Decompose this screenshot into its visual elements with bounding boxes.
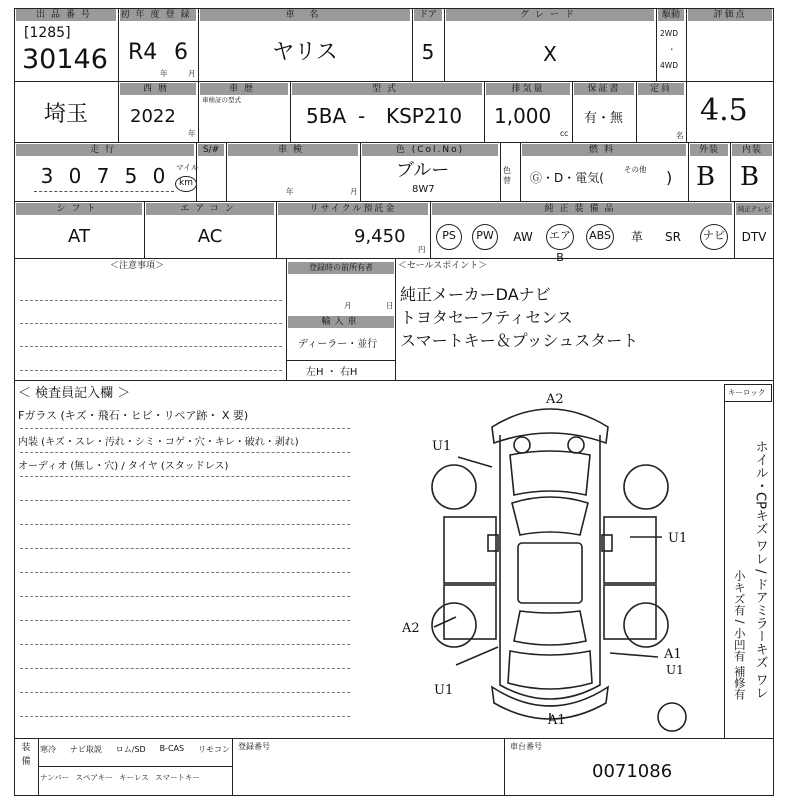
- fuel-other: その他: [624, 165, 647, 174]
- spec-header: 車歴: [200, 83, 288, 95]
- footer-item: スマートキー: [155, 773, 200, 782]
- import-label: 輸入車: [288, 316, 394, 328]
- lot-prefix: [1285]: [24, 25, 71, 41]
- exterior-header: 外装: [690, 144, 728, 156]
- wheel-rear-right: [624, 603, 668, 647]
- mark-left-bottom: U1: [434, 683, 454, 698]
- pointer: [434, 617, 456, 627]
- wheel-front-right: [624, 465, 668, 509]
- lot-header: 出品番号: [16, 9, 116, 21]
- car-name-header: 車 名: [200, 9, 410, 21]
- equip-sr: SR: [665, 230, 681, 244]
- footer-item: ロム/SD: [115, 745, 146, 754]
- equip-aw: AW: [513, 230, 533, 244]
- model-header: 型式: [292, 83, 482, 95]
- body-outline: [500, 435, 600, 699]
- sales-points: [400, 283, 638, 352]
- chassis-label: 車台番号: [510, 742, 542, 751]
- history-tsuki: 月: [344, 301, 352, 310]
- grade-header: グレード: [446, 9, 654, 21]
- inspection-nen: 年: [286, 187, 294, 196]
- warranty-value: 有・無: [584, 111, 624, 126]
- footer-item: B-CAS: [159, 744, 185, 753]
- hood: [510, 451, 590, 495]
- footer-item: ナンバー: [40, 773, 70, 782]
- equip-airbag: エアB: [546, 224, 574, 250]
- headlight-left: [514, 437, 530, 453]
- footer-side-label: 装備: [21, 743, 31, 767]
- first-reg-header: 初年度登録: [120, 10, 196, 20]
- door-rear-left: [444, 585, 496, 639]
- year-suffix: 年: [188, 129, 196, 138]
- inspector-title: ＜ 検査員記入欄 ＞: [18, 386, 131, 401]
- warranty-header: 保証書: [574, 83, 634, 95]
- displacement-unit: cc: [560, 129, 569, 138]
- mileage-digit: 0: [68, 164, 82, 188]
- windshield: [512, 497, 588, 535]
- footer-item: リモコン: [197, 745, 230, 754]
- footer-item: スペアキー: [75, 773, 113, 782]
- first-reg-month: 6: [174, 40, 188, 65]
- inspection-tsuki: 月: [350, 187, 358, 196]
- grade-value: X: [543, 42, 557, 66]
- mark-left-upper: U1: [432, 439, 452, 454]
- doors-value: 5: [421, 40, 435, 64]
- sales-label: ＜セールスポイント＞: [398, 261, 488, 271]
- spare-tire: [658, 703, 686, 731]
- recycle-header: リサイクル預託金: [278, 203, 428, 215]
- rating-value: 4.5: [700, 93, 748, 128]
- roof: [518, 543, 582, 603]
- color-name: ブルー: [396, 160, 450, 181]
- interior-header: 内装: [732, 144, 772, 156]
- ac-value: AC: [197, 226, 223, 247]
- inspector-line-audio: オーディオ (無し・穴) / タイヤ (スタッドレス): [18, 461, 229, 472]
- capacity-header: 定員: [638, 83, 684, 95]
- capacity-unit: 名: [676, 131, 684, 140]
- drive-4wd: 4WD: [660, 61, 678, 70]
- rear-window: [514, 611, 586, 645]
- sales-point: スマートキー＆プッシュスタート: [400, 331, 639, 350]
- equip-navi: ナビ: [700, 224, 728, 250]
- vertical-note-wheel: ホイル・CPキズ ワレ / ドアミラーキズ ワレ: [752, 440, 768, 699]
- footer-item: 寒冷: [40, 745, 56, 754]
- region-value: 埼玉: [43, 102, 88, 127]
- steering-side: 左H ・ 右H: [306, 367, 358, 378]
- model-code: KSP210: [386, 104, 463, 128]
- sales-point: トヨタセーフティセンス: [400, 308, 573, 327]
- model-dash: -: [358, 104, 366, 128]
- first-reg-nen: 年: [160, 69, 168, 78]
- model-prefix: 5BA: [306, 104, 347, 128]
- mileage-digit: 0: [152, 164, 166, 188]
- equip-leather: 革: [630, 230, 643, 244]
- inspector-line-interior: 内装 (キズ・スレ・汚れ・シミ・コゲ・穴・キレ・破れ・剥れ): [18, 437, 299, 448]
- caution-label: ＜注意事項＞: [110, 261, 165, 271]
- shift-value: AT: [68, 226, 90, 247]
- vertical-note-repair: 小キズ有 / 小凹有 補修有: [732, 570, 747, 700]
- displacement-value: 1,000: [494, 104, 552, 128]
- keylock-label: キーロック: [728, 388, 766, 397]
- wheel-front-left: [432, 465, 476, 509]
- first-reg-tsuki: 月: [188, 69, 196, 78]
- pointer: [458, 457, 492, 467]
- history-hi: 日: [386, 301, 394, 310]
- color-header: 色 (Col.No): [362, 144, 498, 156]
- mileage-digit: 7: [96, 164, 110, 188]
- mileage-digit: 5: [124, 164, 138, 188]
- door-rear-right: [604, 585, 656, 639]
- sales-point: 純正メーカーDAナビ: [400, 285, 551, 304]
- mileage-header: 走行: [16, 144, 194, 156]
- inspector-line-glass: Fガラス (キズ・飛石・ヒビ・リペア跡・ X 要): [18, 409, 249, 422]
- ac-header: エアコン: [146, 203, 274, 215]
- exterior-grade: B: [696, 162, 716, 192]
- year-value: 2022: [130, 106, 176, 127]
- recycle-value: 9,450: [354, 226, 406, 247]
- rating-header: 評価点: [688, 9, 772, 21]
- year-header: 西暦: [120, 83, 196, 95]
- doors-header: ドア: [414, 9, 442, 21]
- drive-header: 駆動: [658, 9, 684, 21]
- equip-abs: ABS: [586, 224, 614, 250]
- interior-grade: B: [740, 162, 760, 192]
- pointer: [456, 647, 498, 665]
- mark-left-lower: A2: [402, 621, 420, 636]
- first-reg-era: R4: [128, 40, 158, 65]
- car-name: ヤリス: [272, 40, 338, 65]
- drive-2wd: 2WD: [660, 29, 678, 38]
- tv-header: 純正テレビ: [737, 205, 771, 213]
- mark-top: A2: [546, 392, 564, 407]
- trunk: [508, 651, 592, 689]
- footer-item: ナビ取説: [69, 745, 102, 754]
- fuel-options: Ⓖ・D・電気(: [530, 171, 604, 185]
- headlight-right: [568, 437, 584, 453]
- color-code: 8W7: [412, 184, 435, 195]
- mileage-unit-mile: マイル: [176, 163, 199, 172]
- spec-sub: 車検証の型式: [202, 96, 241, 104]
- history-label: 登録時の前所有者: [288, 262, 394, 274]
- footer-items-row1: [40, 744, 230, 755]
- color-change: 色替: [503, 166, 511, 186]
- mark-right-lower-a: A1: [664, 647, 682, 662]
- mark-bottom: A1: [548, 713, 566, 728]
- reg-number-label: 登録番号: [238, 742, 270, 751]
- mileage-unit-km: km: [175, 176, 197, 192]
- fuel-header: 燃料: [522, 144, 686, 156]
- mileage-digit: 3: [40, 164, 54, 188]
- pointer: [610, 653, 658, 657]
- footer-item: キーレス: [119, 773, 149, 782]
- fuel-ok-header: S/#: [198, 144, 224, 156]
- inspection-header: 車検: [228, 144, 358, 156]
- mark-right-mid: U1: [668, 531, 688, 546]
- recycle-unit: 円: [418, 245, 426, 254]
- equip-ps: PS: [436, 224, 462, 250]
- footer-items-row2: [40, 772, 200, 783]
- mark-right-lower-b: U1: [666, 663, 684, 677]
- lot-number: 30146: [22, 44, 108, 75]
- shift-header: シフト: [16, 203, 142, 215]
- drive-dot: ・: [668, 45, 676, 54]
- front-bumper: [492, 409, 608, 443]
- fuel-close: ): [666, 168, 673, 187]
- displacement-header: 排気量: [486, 83, 570, 95]
- dealer-parallel: ディーラー・並行: [298, 339, 378, 350]
- equip-dtv: DTV: [741, 230, 767, 244]
- chassis-number: 0071086: [592, 761, 673, 782]
- equip-pw: PW: [472, 224, 498, 250]
- equipment-header: 純正装備品: [432, 203, 732, 215]
